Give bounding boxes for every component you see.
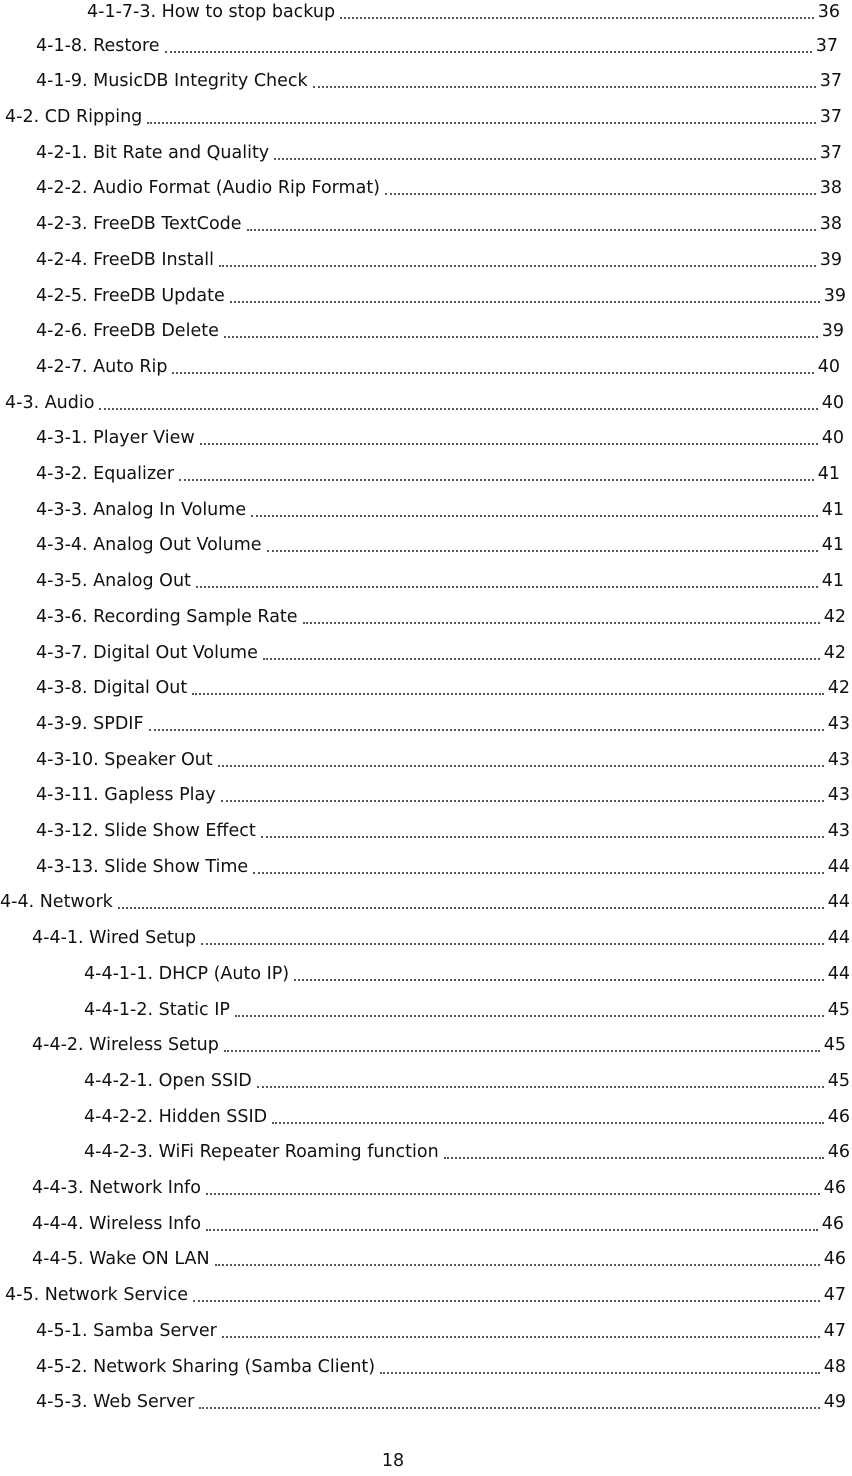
dot-leader [235,1015,824,1017]
toc-entry[interactable] [32,1030,846,1060]
toc-entry-page: 40 [821,428,844,448]
dot-leader [263,658,820,660]
toc-entry[interactable] [36,745,850,775]
toc-entry-title: 4-4-2-3. WiFi Repeater Roaming function [84,1142,439,1162]
toc-entry-title: 4-3-6. Recording Sample Rate [36,607,298,627]
toc-entry-page: 39 [821,321,844,341]
toc-entry-page: 46 [827,1107,850,1127]
toc-entry[interactable] [36,423,844,453]
dot-leader [303,622,820,624]
toc-entry[interactable] [5,1280,846,1310]
toc-entry-title: 4-5-2. Network Sharing (Samba Client) [36,1357,376,1377]
toc-entry-page: 45 [823,1035,846,1055]
dot-leader [224,336,818,338]
toc-entry[interactable] [32,1173,846,1203]
toc-entry-title: 4-2-2. Audio Format (Audio Rip Format) [36,178,381,198]
toc-entry[interactable] [32,1244,846,1274]
dot-leader [313,86,816,88]
toc-entry-page: 42 [823,607,846,627]
dot-leader [200,443,818,445]
toc-entry[interactable] [36,530,844,560]
toc-entry[interactable] [36,780,850,810]
dot-leader [230,301,820,303]
toc-entry[interactable] [0,887,850,917]
dot-leader [196,586,818,588]
toc-entry[interactable] [36,816,850,846]
dot-leader [193,1300,820,1302]
toc-entry-title: 4-1-7-3. How to stop backup [87,2,336,22]
toc-entry[interactable] [32,923,850,953]
toc-entry-title: 4-2-3. FreeDB TextCode [36,214,242,234]
toc-entry-page: 43 [827,714,850,734]
dot-leader [99,408,817,410]
toc-entry-page: 39 [819,250,842,270]
toc-entry-page: 37 [819,107,842,127]
toc-entry-page: 41 [817,464,840,484]
toc-entry-title: 4-4-2. Wireless Setup [32,1035,219,1055]
toc-entry-page: 44 [827,964,850,984]
dot-leader [272,1122,824,1124]
dot-leader [267,550,818,552]
dot-leader [257,1086,824,1088]
dot-leader [165,51,812,53]
dot-leader [179,479,814,481]
toc-entry-page: 42 [827,678,850,698]
toc-entry-title: 4-3-1. Player View [36,428,195,448]
toc-entry-page: 43 [827,785,850,805]
toc-entry-page: 40 [817,357,840,377]
toc-entry-page: 43 [827,750,850,770]
toc-entry-title: 4-3-11. Gapless Play [36,785,216,805]
toc-entry[interactable] [84,959,850,989]
toc-entry[interactable] [5,388,844,418]
toc-entry[interactable] [36,173,842,203]
toc-entry-page: 47 [823,1321,846,1341]
dot-leader [199,1407,819,1409]
dot-leader [253,872,824,874]
toc-entry[interactable] [5,102,842,132]
toc-entry-title: 4-3. Audio [5,393,95,413]
toc-entry[interactable] [36,66,842,96]
dot-leader [222,1336,820,1338]
dot-leader [274,158,816,160]
toc-entry-page: 46 [823,1249,846,1269]
toc-entry[interactable] [84,1137,850,1167]
toc-entry-page: 44 [827,928,850,948]
toc-entry-page: 47 [823,1285,846,1305]
toc-entry[interactable] [36,852,850,882]
dot-leader [206,1193,820,1195]
toc-entry-title: 4-3-5. Analog Out [36,571,191,591]
dot-leader [219,265,816,267]
toc-entry-title: 4-2-5. FreeDB Update [36,286,225,306]
toc-entry-page: 38 [819,214,842,234]
toc-entry-page: 37 [819,143,842,163]
toc-entry-page: 39 [823,286,846,306]
toc-entry-title: 4-4. Network [0,892,113,912]
toc-entry-title: 4-3-8. Digital Out [36,678,188,698]
toc-entry[interactable] [36,245,842,275]
dot-leader [192,693,824,695]
toc-entry-title: 4-4-2-1. Open SSID [84,1071,252,1091]
toc-entry-page: 49 [823,1392,846,1412]
toc-entry-page: 44 [827,857,850,877]
toc-entry-page: 41 [821,500,844,520]
toc-entry-page: 37 [819,71,842,91]
toc-entry[interactable] [36,209,842,239]
toc-entry[interactable] [36,281,846,311]
toc-entry-title: 4-2-7. Auto Rip [36,357,168,377]
toc-entry[interactable] [36,709,850,739]
toc-entry[interactable] [36,352,840,382]
toc-entry-page: 45 [827,1071,850,1091]
toc-entry-title: 4-2-6. FreeDB Delete [36,321,219,341]
toc-entry-title: 4-1-8. Restore [36,36,160,56]
toc-entry-page: 45 [827,1000,850,1020]
toc-entry-page: 42 [823,643,846,663]
toc-entry[interactable] [36,138,842,168]
toc-entry-page: 46 [821,1214,844,1234]
dot-leader [215,1264,820,1266]
dot-leader [149,729,824,731]
dot-leader [261,836,824,838]
dot-leader [172,372,813,374]
toc-entry-page: 44 [827,892,850,912]
toc-entry[interactable] [36,316,844,346]
toc-entry-page: 36 [817,2,840,22]
dot-leader [340,17,814,19]
dot-leader [251,515,818,517]
toc-entry-title: 4-4-2-2. Hidden SSID [84,1107,268,1127]
dot-leader [206,1229,818,1231]
toc-entry-title: 4-4-3. Network Info [32,1178,201,1198]
toc-entry-page: 41 [821,535,844,555]
toc-entry[interactable] [84,1102,850,1132]
toc-entry-title: 4-3-4. Analog Out Volume [36,535,262,555]
toc-entry-title: 4-5. Network Service [5,1285,189,1305]
toc-entry-title: 4-3-3. Analog In Volume [36,500,247,520]
dot-leader [294,979,824,981]
toc-entry-title: 4-3-7. Digital Out Volume [36,643,258,663]
toc-entry-page: 43 [827,821,850,841]
toc-entry-title: 4-3-13. Slide Show Time [36,857,249,877]
toc-entry-title: 4-1-9. MusicDB Integrity Check [36,71,308,91]
dot-leader [385,193,816,195]
toc-entry-title: 4-2-1. Bit Rate and Quality [36,143,270,163]
dot-leader [221,800,824,802]
toc-entry[interactable] [32,1209,844,1239]
toc-entry[interactable] [87,0,840,27]
dot-leader [218,765,824,767]
page-number: 18 [381,1451,405,1471]
toc-entry-title: 4-2-4. FreeDB Install [36,250,215,270]
dot-leader [380,1372,820,1374]
toc-entry-title: 4-3-10. Speaker Out [36,750,213,770]
dot-leader [444,1157,824,1159]
toc-entry[interactable] [36,495,844,525]
toc-entry[interactable] [36,1316,846,1346]
toc-entry-title: 4-4-4. Wireless Info [32,1214,202,1234]
toc-entry[interactable] [84,995,850,1025]
toc-entry-title: 4-5-3. Web Server [36,1392,195,1412]
toc-entry[interactable] [36,459,840,489]
toc-entry[interactable] [36,31,838,61]
toc-entry-title: 4-2. CD Ripping [5,107,143,127]
toc-entry[interactable] [36,602,846,632]
toc-entry-title: 4-4-1-2. Static IP [84,1000,230,1020]
toc-entry[interactable] [36,566,844,596]
toc-entry-title: 4-5-1. Samba Server [36,1321,217,1341]
toc-entry-title: 4-3-9. SPDIF [36,714,144,734]
toc-entry-page: 40 [821,393,844,413]
toc-entry[interactable] [36,638,846,668]
dot-leader [201,943,824,945]
toc-entry-page: 41 [821,571,844,591]
toc-entry[interactable] [36,673,850,703]
toc-entry-page: 48 [823,1357,846,1377]
toc-entry-title: 4-4-5. Wake ON LAN [32,1249,210,1269]
toc-entry-page: 46 [823,1178,846,1198]
toc-entry-title: 4-3-12. Slide Show Effect [36,821,256,841]
toc-entry-title: 4-3-2. Equalizer [36,464,175,484]
dot-leader [247,229,816,231]
toc-entry-page: 38 [819,178,842,198]
dot-leader [118,907,824,909]
toc-entry[interactable] [84,1066,850,1096]
toc-entry-title: 4-4-1-1. DHCP (Auto IP) [84,964,290,984]
toc-entry-page: 37 [815,36,838,56]
toc-entry[interactable] [36,1352,846,1382]
dot-leader [147,122,815,124]
toc-entry-title: 4-4-1. Wired Setup [32,928,197,948]
dot-leader [224,1050,820,1052]
toc-entry-page: 46 [827,1142,850,1162]
toc-entry[interactable] [36,1387,846,1417]
